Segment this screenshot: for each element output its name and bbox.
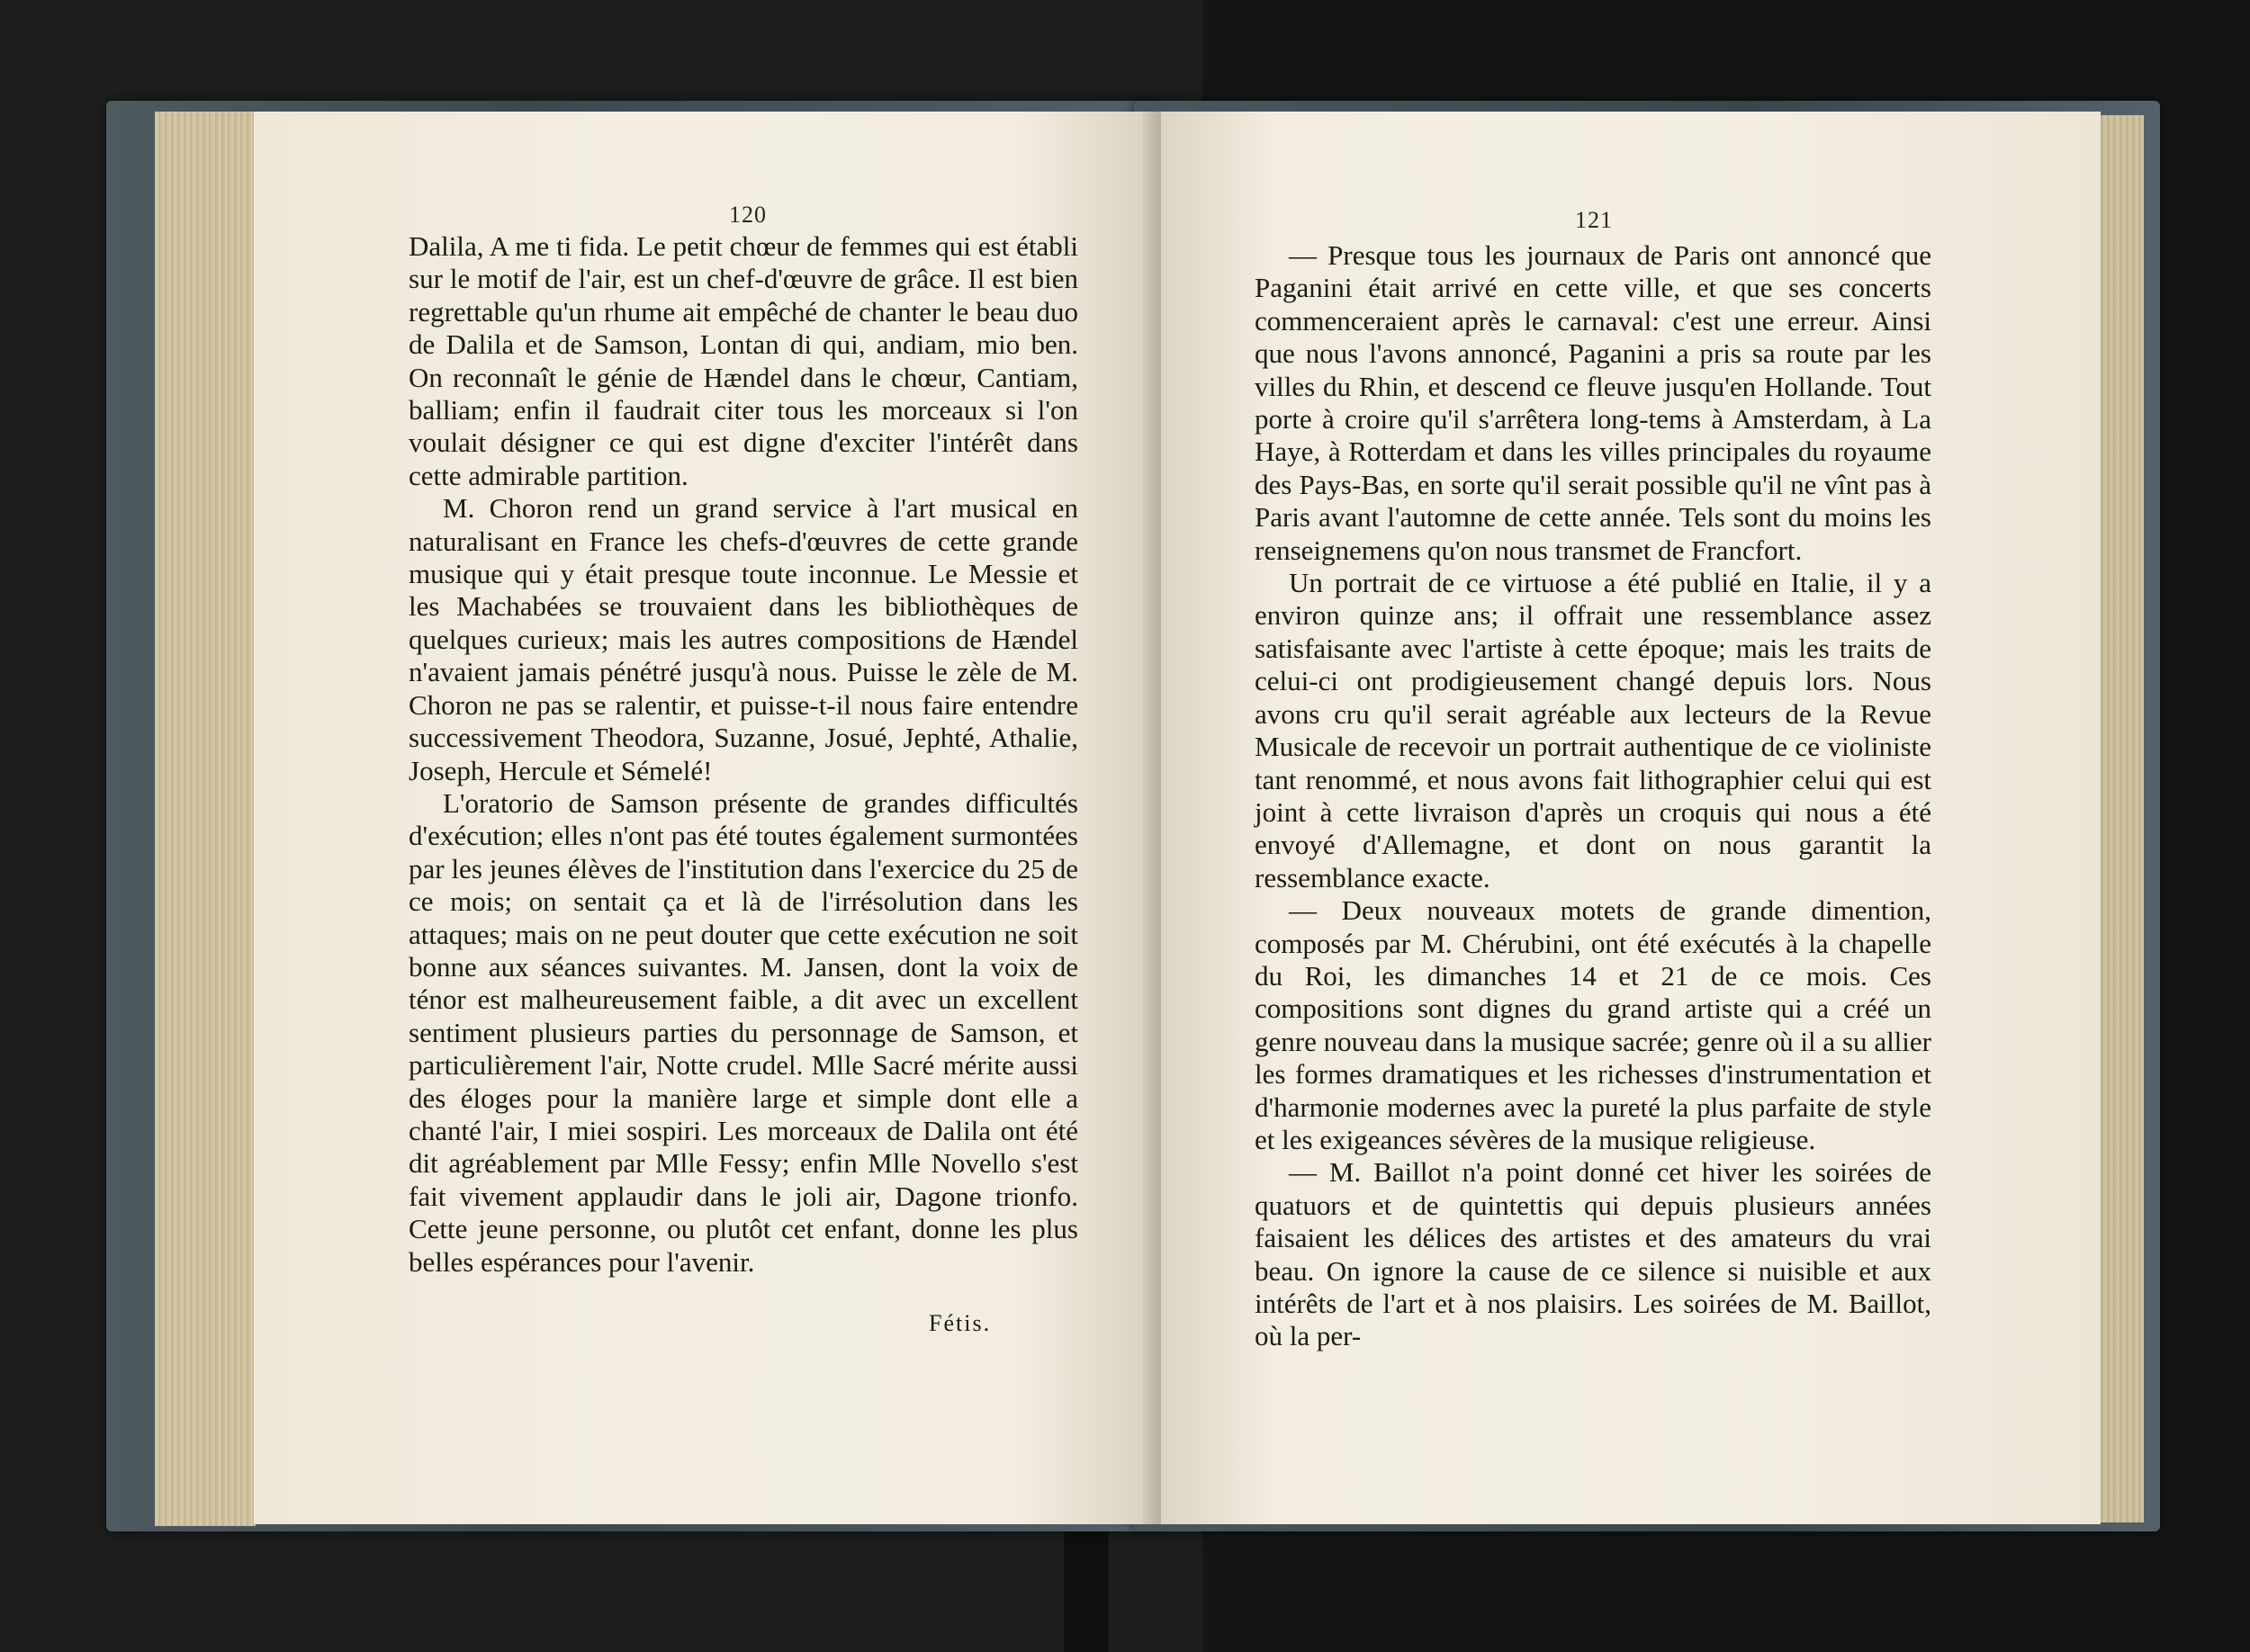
- signature: Fétis.: [929, 1310, 992, 1336]
- right-paragraph-3: — Deux nouveaux motets de grande dimention, composés par M. Chérubini, ont été exécutés à la chapelle du Roi, les dimanches 14 et 21 de ce mois. Ces compositions sont dignes du grand artiste qui a créé un genre nouveau dans la musique sacrée; genre où il a su allier les formes dramatiques et les richesses d'instrumentation et d'harmonie modernes avec la pureté la plus parfaite de style et les exigeances sévères de la musique religieuse.: [1255, 894, 1931, 1155]
- left-page: [254, 112, 1154, 1524]
- right-page-body: [1255, 239, 1931, 1353]
- right-paragraph-4: — M. Baillot n'a point donné cet hiver les soirées de quatuors et de quintettis qui depuis plusieurs années faisaient les délices des artistes et des amateurs du vrai beau. On ignore la cause de ce silence si nuisible et aux intérêts de l'art et à nos plaisirs. Les soirées de M. Baillot, où la per-: [1255, 1156, 1931, 1352]
- page-edges-left: [155, 112, 256, 1526]
- left-paragraph-1: Dalila, A me ti fida. Le petit chœur de femmes qui est établi sur le motif de l'air, est un chef-d'œuvre de grâce. Il est bien regrettable qu'un rhume ait empêché de chanter le beau duo de Dalila et de Samson, Lontan di qui, andiam, mio ben. On reconnaît le génie de Hændel dans le chœur, Cantiam, balliam; enfin il faudrait citer tous les morceaux si l'on voulait désigner ce qui est digne d'exciter l'intérêt dans cette admirable partition.: [409, 230, 1078, 491]
- left-paragraph-2: M. Choron rend un grand service à l'art musical en naturalisant en France les chefs-d'œuvres de cette grande musique qui y était presque toute inconnue. Le Messie et les Machabées se trouvaient dans les bibliothèques de quelques curieux; mais les autres compositions de Hændel n'avaient jamais pénétré jusqu'à nous. Puisse le zèle de M. Choron ne pas se ralentir, et puisse-t-il nous faire entendre successivement Theodora, Suzanne, Josué, Jephté, Athalie, Joseph, Hercule et Sémelé!: [409, 492, 1078, 786]
- right-paragraph-2: Un portrait de ce virtuose a été publié en Italie, il y a environ quinze ans; il offrait une ressemblance assez satisfaisante avec l'artiste à cette époque; mais les traits de celui-ci ont prodigieusement changé depuis lors. Nous avons cru qu'il serait agréable aux lecteurs de la Revue Musicale de recevoir un portrait authentique de ce violiniste tant renommé, et nous avons fait lithographier celui qui est joint à cette livraison d'après un croquis qui nous a été envoyé d'Allemagne, et dont on nous garantit la ressemblance exacte.: [1255, 567, 1931, 893]
- page-number-left: 120: [729, 202, 767, 228]
- right-page: [1161, 112, 2101, 1524]
- page-number-right: 121: [1575, 207, 1613, 233]
- left-paragraph-3: L'oratorio de Samson présente de grandes difficultés d'exécution; elles n'ont pas été toutes également surmontées par les jeunes élèves de l'institution dans l'exercice du 25 de ce mois; on sentait ça et là de l'irrésolution dans les attaques; mais on ne peut douter que cette exécution ne soit bonne aux séances suivantes. M. Jansen, dont la voix de ténor est malheureusement faible, a dit avec un excellent sentiment plusieurs parties du personnage de Samson, et particulièrement l'air, Notte crudel. Mlle Sacré mérite aussi des éloges pour la manière large et simple dont elle a chanté l'air, I miei sospiri. Les morceaux de Dalila ont été dit agréablement par Mlle Fessy; enfin Mlle Novello s'est fait vivement applaudir dans le joli air, Dagone trionfo. Cette jeune personne, ou plutôt cet enfant, donne les plus belles espérances pour l'avenir.: [409, 786, 1078, 1278]
- right-paragraph-1: — Presque tous les journaux de Paris ont annoncé que Paganini était arrivé en cette ville, et que ses concerts commenceraient après le carnaval: c'est une erreur. Ainsi que nous l'avons annoncé, Paganini a pris sa route par les villes du Rhin, et descend ce fleuve jusqu'en Hollande. Tout porte à croire qu'il s'arrêtera long-tems à Amsterdam, à La Haye, à Rotterdam et dans les villes principales du royaume des Pays-Bas, en sorte qu'il serait possible qu'il ne vînt pas à Paris avant l'automne de cette année. Tels sont du moins les renseignemens qu'on nous transmet de Francfort.: [1255, 239, 1931, 566]
- page-edges-right: [2097, 115, 2144, 1522]
- left-page-body: [409, 230, 1078, 1279]
